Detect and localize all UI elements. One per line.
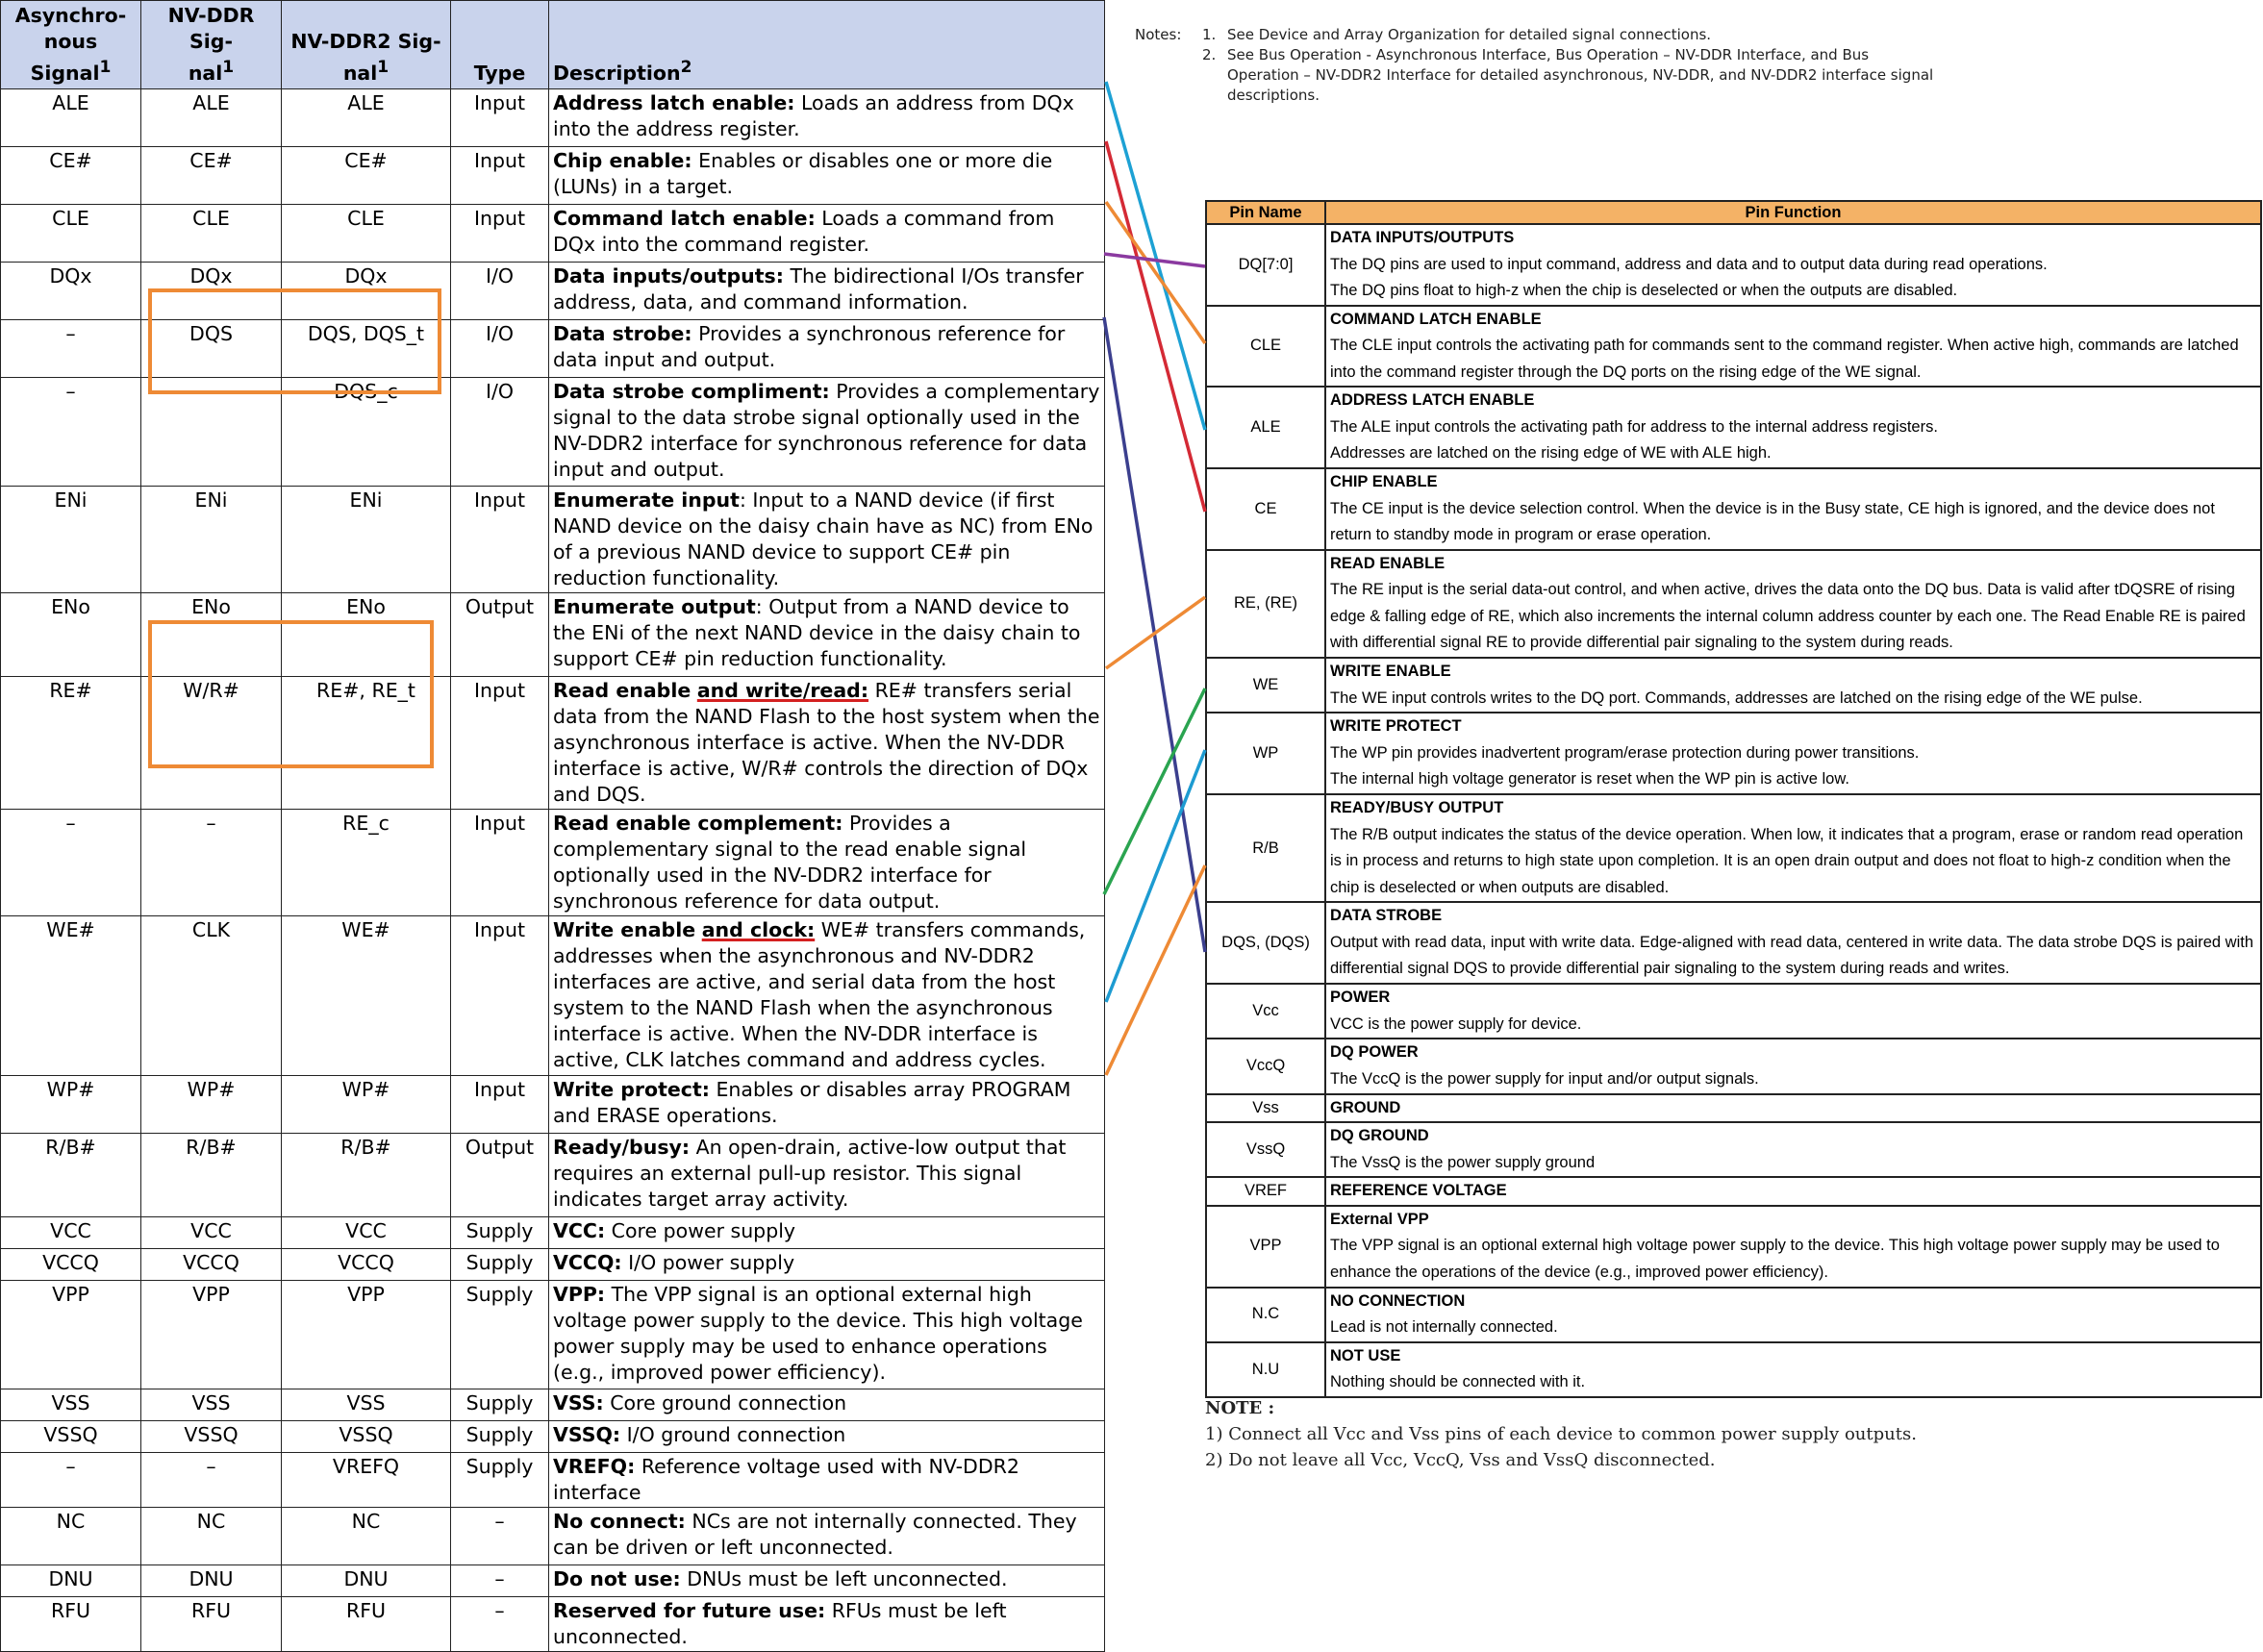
table-row: [1, 88, 1105, 146]
cell-nvddr2: ENi: [282, 486, 451, 592]
pin-ale-name: ALE: [1206, 387, 1325, 468]
cell-type: Supply: [451, 1420, 549, 1452]
cell-type: Input: [451, 676, 549, 809]
cell-nvddr2: RE_c: [282, 809, 451, 915]
note-text: See Bus Operation - Asynchronous Interface, Bus Operation – NV-DDR Interface, and Bus Operation – NV-DDR2 Interface for detailed asynchronous, NV-DDR, and NV-DDR2 interface signal descriptions.: [1227, 46, 1934, 104]
pin-vssq-function: [1325, 1122, 2261, 1177]
table-row: [1, 486, 1105, 592]
pin-function-title: READY/BUSY OUTPUT: [1330, 799, 1504, 817]
desc-text: : Output from a NAND device to the ENi of the next NAND device in the daisy chain to support CE# pin reduction functionality.: [553, 594, 1081, 670]
connector-wp: [1106, 750, 1205, 1002]
note-item: [1202, 45, 1943, 106]
desc-title: VSSQ:: [553, 1422, 621, 1446]
desc-title: VPP:: [553, 1282, 606, 1306]
table-row: [1, 1133, 1105, 1216]
signal-table-header-row: [1, 1, 1105, 89]
pin-table-row: [1206, 658, 2261, 713]
cell-async: VPP: [1, 1280, 141, 1389]
pin-ce-function: [1325, 468, 2261, 550]
connector-re: [1106, 597, 1205, 668]
cell-async: VCCQ: [1, 1248, 141, 1280]
cell-type: Input: [451, 204, 549, 262]
cell-nvddr2: WE#: [282, 915, 451, 1075]
cell-description: [549, 676, 1105, 809]
cell-nvddr: VSSQ: [141, 1420, 282, 1452]
cell-description: [549, 1216, 1105, 1248]
cell-description: [549, 1596, 1105, 1651]
pin-function-line: The WE input controls writes to the DQ port. Commands, addresses are latched on the rising edge of the WE pulse.: [1330, 688, 2143, 707]
cell-type: Supply: [451, 1452, 549, 1507]
cell-async: VSS: [1, 1389, 141, 1420]
table-row: [1, 204, 1105, 262]
pin-dq-name: DQ[7:0]: [1206, 224, 1325, 306]
cell-type: Input: [451, 146, 549, 204]
desc-text: : Input to a NAND device (if first NAND device on the daisy chain have as NC) from ENo of a previous NAND device to support CE# pin reduction functionality.: [553, 488, 1094, 589]
cell-nvddr: DQS: [141, 319, 282, 377]
cell-description: [549, 204, 1105, 262]
cell-type: I/O: [451, 319, 549, 377]
cell-async: CE#: [1, 146, 141, 204]
cell-nvddr: CLK: [141, 915, 282, 1075]
header-description: Description$^2$: [549, 1, 1105, 89]
pin-function-title: NO CONNECTION: [1330, 1291, 1466, 1310]
pin-vcc-name: Vcc: [1206, 984, 1325, 1039]
note-block: [1205, 1395, 2071, 1473]
pin-ale-function: [1325, 387, 2261, 468]
pin-function-line: VCC is the power supply for device.: [1330, 1014, 1582, 1033]
cell-type: Supply: [451, 1216, 549, 1248]
header-pin-name: Pin Name: [1206, 201, 1325, 224]
desc-title: Data strobe compliment:: [553, 379, 830, 403]
cell-description: [549, 1280, 1105, 1389]
cell-nvddr2: ENo: [282, 592, 451, 676]
cell-nvddr: DNU: [141, 1564, 282, 1596]
cell-description: [549, 1420, 1105, 1452]
pin-function-line: The VPP signal is an optional external high voltage power supply to the device. This high voltage power supply may be used to enhance the operations of the device (e.g., improved power efficiency).: [1330, 1237, 2220, 1281]
pin-vpp-function: [1325, 1206, 2261, 1288]
cell-type: Input: [451, 915, 549, 1075]
desc-text: Core ground connection: [603, 1390, 847, 1414]
pin-function-table: [1205, 200, 2262, 1398]
cell-async: DQx: [1, 262, 141, 319]
cell-nvddr2: VREFQ: [282, 1452, 451, 1507]
pin-function-title: COMMAND LATCH ENABLE: [1330, 310, 1542, 328]
pin-function-title: REFERENCE VOLTAGE: [1330, 1182, 1507, 1200]
table-row: [1, 1452, 1105, 1507]
desc-title: Read enable complement:: [553, 811, 843, 835]
cell-nvddr: –: [141, 377, 282, 486]
pin-table-row: [1206, 1094, 2261, 1123]
pin-table-row: [1206, 468, 2261, 550]
cell-async: CLE: [1, 204, 141, 262]
cell-description: [549, 1389, 1105, 1420]
pin-rb-function: [1325, 794, 2261, 902]
cell-async: NC: [1, 1507, 141, 1564]
table-row: [1, 1075, 1105, 1133]
cell-nvddr: –: [141, 1452, 282, 1507]
pin-function-line: Addresses are latched on the rising edge of WE with ALE high.: [1330, 444, 1772, 463]
pin-table-row: [1206, 1177, 2261, 1206]
cell-nvddr: VPP: [141, 1280, 282, 1389]
cell-nvddr2: CE#: [282, 146, 451, 204]
cell-nvddr: VSS: [141, 1389, 282, 1420]
pin-table-row: [1206, 1342, 2261, 1397]
cell-nvddr2: R/B#: [282, 1133, 451, 1216]
cell-nvddr: RFU: [141, 1596, 282, 1651]
cell-description: [549, 1248, 1105, 1280]
pin-function-title: GROUND: [1330, 1098, 1401, 1116]
pin-table-row: [1206, 1039, 2261, 1093]
connector-dq: [1104, 254, 1205, 266]
cell-nvddr: WP#: [141, 1075, 282, 1133]
desc-text: Loads an address from DQx into the address register.: [553, 90, 1074, 140]
cell-nvddr2: VPP: [282, 1280, 451, 1389]
cell-type: Input: [451, 809, 549, 915]
desc-title-underlined: and write/read:: [696, 678, 869, 702]
pin-function-title: DATA INPUTS/OUTPUTS: [1330, 229, 1515, 246]
desc-text: NCs are not internally connected. They can be driven or left unconnected.: [553, 1509, 1077, 1559]
pin-cle-name: CLE: [1206, 306, 1325, 388]
cell-nvddr2: DQS, DQS_t: [282, 319, 451, 377]
cell-description: [549, 592, 1105, 676]
cell-description: [549, 1452, 1105, 1507]
pin-vccq-function: [1325, 1039, 2261, 1093]
pin-vccq-name: VccQ: [1206, 1039, 1325, 1093]
cell-nvddr2: VSS: [282, 1389, 451, 1420]
pin-vcc-function: [1325, 984, 2261, 1039]
pin-vpp-name: VPP: [1206, 1206, 1325, 1288]
pin-cle-function: [1325, 306, 2261, 388]
cell-async: DNU: [1, 1564, 141, 1596]
note-line: 2) Do not leave all Vcc, VccQ, Vss and VssQ disconnected.: [1205, 1450, 1716, 1470]
cell-nvddr2: ALE: [282, 88, 451, 146]
desc-title: Do not use:: [553, 1566, 681, 1590]
desc-text: Enables or disables one or more die (LUNs) in a target.: [553, 148, 1053, 198]
pin-function-line: The VccQ is the power supply for input and/or output signals.: [1330, 1069, 1759, 1088]
desc-title: Reserved for future use:: [553, 1598, 826, 1622]
cell-description: [549, 319, 1105, 377]
pin-ce-name: CE: [1206, 468, 1325, 550]
header-nvddr-signal: NV-DDR Sig- nal$^1$: [141, 1, 282, 89]
cell-description: [549, 915, 1105, 1075]
pin-table-row: [1206, 387, 2261, 468]
desc-text: Provides a synchronous reference for data input and output.: [553, 321, 1066, 371]
table-row: [1, 1248, 1105, 1280]
desc-title: VCCQ:: [553, 1250, 622, 1274]
desc-text: Provides a complementary signal to the data strobe signal optionally used in the NV-DDR2 interface for synchronous reference for data input and output.: [553, 379, 1100, 481]
desc-title: Data strobe:: [553, 321, 692, 345]
note-number: 1.: [1202, 26, 1217, 43]
connector-rb: [1106, 865, 1205, 1075]
pin-function-line: Output with read data, input with write data. Edge-aligned with read data, centered in write data. The data strobe DQS is paired with differential signal DQS to provide differential pair signaling to the system during reads and writes.: [1330, 933, 2253, 978]
pin-table-row: [1206, 713, 2261, 794]
connector-dqs: [1104, 317, 1205, 952]
desc-title: VREFQ:: [553, 1454, 636, 1478]
connector-ce: [1106, 141, 1205, 512]
cell-async: –: [1, 1452, 141, 1507]
pin-function-title: DATA STROBE: [1330, 907, 1443, 925]
cell-nvddr2: VCCQ: [282, 1248, 451, 1280]
desc-title: Read enable: [553, 678, 691, 702]
table-row: [1, 262, 1105, 319]
cell-nvddr: CLE: [141, 204, 282, 262]
cell-nvddr2: RFU: [282, 1596, 451, 1651]
cell-description: [549, 1075, 1105, 1133]
cell-description: [549, 1133, 1105, 1216]
table-row: [1, 1280, 1105, 1389]
pin-vssq-name: VssQ: [1206, 1122, 1325, 1177]
cell-type: Input: [451, 486, 549, 592]
desc-text: RE# transfers serial data from the NAND Flash to the host system when the asynchronous interface is active. When the NV-DDR interface is active, W/R# controls the direction of DQx and DQS.: [553, 678, 1100, 806]
cell-type: I/O: [451, 377, 549, 486]
pin-function-line: The internal high voltage generator is reset when the WP pin is active low.: [1330, 770, 1849, 788]
pin-function-title: External VPP: [1330, 1210, 1429, 1228]
table-row: [1, 1420, 1105, 1452]
desc-text: DNUs must be left unconnected.: [680, 1566, 1008, 1590]
header-async-signal: Asynchro- nous Signal$^1$: [1, 1, 141, 89]
cell-nvddr2: DQx: [282, 262, 451, 319]
desc-text: RFUs must be left unconnected.: [553, 1598, 1007, 1648]
cell-nvddr: ENo: [141, 592, 282, 676]
table-row: [1, 319, 1105, 377]
desc-title: VSS:: [553, 1390, 604, 1414]
cell-type: Supply: [451, 1248, 549, 1280]
pin-function-title: NOT USE: [1330, 1346, 1401, 1364]
table-row: [1, 1507, 1105, 1564]
desc-text: The VPP signal is an optional external high voltage power supply to the device. This high voltage power supply may be used to enhance operations (e.g., improved power efficiency).: [553, 1282, 1083, 1384]
pin-rb-name: R/B: [1206, 794, 1325, 902]
cell-nvddr2: CLE: [282, 204, 451, 262]
pin-function-title: POWER: [1330, 989, 1391, 1007]
note-item: [1202, 25, 1943, 45]
pin-function-line: The VssQ is the power supply ground: [1330, 1153, 1596, 1171]
cell-nvddr: NC: [141, 1507, 282, 1564]
cell-description: [549, 146, 1105, 204]
pin-function-title: WRITE PROTECT: [1330, 717, 1462, 736]
table-row: [1, 1389, 1105, 1420]
pin-we-name: WE: [1206, 658, 1325, 713]
pin-table-row: [1206, 1122, 2261, 1177]
cell-nvddr: ALE: [141, 88, 282, 146]
desc-text: I/O ground connection: [620, 1422, 846, 1446]
cell-nvddr: VCC: [141, 1216, 282, 1248]
desc-title: Enumerate input: [553, 488, 740, 512]
pin-function-line: The RE input is the serial data-out control, and when active, drives the data onto the DQ bus. Data is valid after tDQSRE of rising edge & falling edge of RE, which also increments the internal column address counter by each one. The Read Enable RE is paired with differential signal RE to provide differential pair signaling to the system during reads.: [1330, 581, 2246, 652]
pin-function-line: Lead is not internally connected.: [1330, 1318, 1558, 1337]
pin-function-title: READ ENABLE: [1330, 554, 1446, 572]
desc-title: Chip enable:: [553, 148, 692, 172]
cell-nvddr2: VSSQ: [282, 1420, 451, 1452]
desc-text: I/O power supply: [621, 1250, 795, 1274]
pin-function-title: DQ POWER: [1330, 1043, 1419, 1062]
cell-description: [549, 1564, 1105, 1596]
signal-table: [0, 0, 1105, 1652]
pin-vref-name: VREF: [1206, 1177, 1325, 1206]
pin-re-name: RE, (RE): [1206, 550, 1325, 658]
desc-title: No connect:: [553, 1509, 686, 1533]
cell-nvddr2: VCC: [282, 1216, 451, 1248]
cell-async: ALE: [1, 88, 141, 146]
pin-vss-function: [1325, 1094, 2261, 1123]
desc-title: VCC:: [553, 1218, 606, 1242]
header-nvddr2-signal: NV-DDR2 Sig- nal$^1$: [282, 1, 451, 89]
header-pin-function: Pin Function: [1325, 201, 2261, 224]
desc-text: Loads a command from DQx into the command register.: [553, 206, 1055, 256]
cell-description: [549, 262, 1105, 319]
table-row: [1, 1564, 1105, 1596]
desc-title: Write protect:: [553, 1077, 710, 1101]
pin-vref-function: [1325, 1177, 2261, 1206]
cell-description: [549, 1507, 1105, 1564]
cell-type: –: [451, 1507, 549, 1564]
cell-type: Supply: [451, 1389, 549, 1420]
pin-function-title: CHIP ENABLE: [1330, 473, 1438, 491]
pin-function-title: DQ GROUND: [1330, 1127, 1429, 1145]
pin-nu-name: N.U: [1206, 1342, 1325, 1397]
desc-text: An open-drain, active-low output that requires an external pull-up resistor. This signal indicates target array activity.: [553, 1135, 1067, 1211]
cell-type: Supply: [451, 1280, 549, 1389]
cell-nvddr2: DQS_c: [282, 377, 451, 486]
cell-async: WE#: [1, 915, 141, 1075]
pin-table-row: [1206, 306, 2261, 388]
cell-type: –: [451, 1564, 549, 1596]
pin-dqs-function: [1325, 902, 2261, 984]
pin-table-row: [1206, 1206, 2261, 1288]
desc-text: Core power supply: [605, 1218, 796, 1242]
cell-type: Output: [451, 1133, 549, 1216]
pin-we-function: [1325, 658, 2261, 713]
pin-nc-function: [1325, 1288, 2261, 1342]
pin-table-row: [1206, 550, 2261, 658]
cell-async: ENi: [1, 486, 141, 592]
cell-async: –: [1, 377, 141, 486]
table-row: [1, 1596, 1105, 1651]
cell-nvddr2: RE#, RE_t: [282, 676, 451, 809]
cell-async: RFU: [1, 1596, 141, 1651]
cell-type: Input: [451, 88, 549, 146]
cell-async: –: [1, 319, 141, 377]
table-row: [1, 592, 1105, 676]
pin-nu-function: [1325, 1342, 2261, 1397]
pin-nc-name: N.C: [1206, 1288, 1325, 1342]
cell-description: [549, 809, 1105, 915]
notes-block: [1135, 25, 1943, 106]
cell-description: [549, 486, 1105, 592]
desc-text: WE# transfers commands, addresses when the asynchronous and NV-DDR2 interfaces are active, and serial data from the host system to the NAND Flash when the asynchronous interface is active. When the NV-DDR interface is active, CLK latches command and address cycles.: [553, 917, 1086, 1071]
pin-function-line: The CLE input controls the activating path for commands sent to the command register. When active high, commands are latched into the command register through the DQ ports on the rising edge of the WE signal.: [1330, 337, 2239, 381]
desc-title: Address latch enable:: [553, 90, 795, 114]
cell-nvddr: R/B#: [141, 1133, 282, 1216]
table-row: [1, 915, 1105, 1075]
desc-title: Ready/busy:: [553, 1135, 691, 1159]
note-number: 2.: [1202, 46, 1217, 63]
cell-async: R/B#: [1, 1133, 141, 1216]
cell-nvddr2: WP#: [282, 1075, 451, 1133]
pin-function-line: The R/B output indicates the status of the device operation. When low, it indicates that a program, erase or random read operation is in process and returns to high state upon completion. It is an open drain output and does not float to high-z condition when the chip is deselected or when outputs are disabled.: [1330, 825, 2244, 896]
cell-async: RE#: [1, 676, 141, 809]
pin-wp-name: WP: [1206, 713, 1325, 794]
pin-function-line: The CE input is the device selection control. When the device is in the Busy state, CE high is ignored, and the device does not return to standby mode in program or erase operation.: [1330, 499, 2215, 544]
pin-table-header-row: [1206, 201, 2261, 224]
header-type: Type: [451, 1, 549, 89]
pin-table-row: [1206, 984, 2261, 1039]
cell-nvddr: DQx: [141, 262, 282, 319]
connector-we: [1104, 688, 1205, 894]
desc-text: Reference voltage used with NV-DDR2 interface: [553, 1454, 1019, 1504]
cell-nvddr: ENi: [141, 486, 282, 592]
pin-re-function: [1325, 550, 2261, 658]
pin-function-line: The ALE input controls the activating path for address to the internal address registers.: [1330, 417, 1938, 436]
cell-async: VSSQ: [1, 1420, 141, 1452]
desc-title: Write enable: [553, 917, 696, 941]
note-heading: NOTE :: [1205, 1398, 1275, 1418]
cell-description: [549, 88, 1105, 146]
pin-dq-function: [1325, 224, 2261, 306]
cell-description: [549, 377, 1105, 486]
notes-label: Notes:: [1135, 26, 1182, 43]
pin-table-row: [1206, 224, 2261, 306]
desc-text: The bidirectional I/Os transfer address, data, and command information.: [553, 263, 1084, 313]
desc-title: Data inputs/outputs:: [553, 263, 784, 288]
desc-title: Command latch enable:: [553, 206, 816, 230]
pin-function-title: ADDRESS LATCH ENABLE: [1330, 391, 1535, 410]
cell-async: –: [1, 809, 141, 915]
pin-function-line: The DQ pins float to high-z when the chip is deselected or when the outputs are disabled.: [1330, 282, 1958, 299]
cell-nvddr: –: [141, 809, 282, 915]
cell-nvddr: W/R#: [141, 676, 282, 809]
pin-function-line: Nothing should be connected with it.: [1330, 1373, 1586, 1391]
cell-async: WP#: [1, 1075, 141, 1133]
pin-table-row: [1206, 794, 2261, 902]
desc-title: Enumerate output: [553, 594, 756, 618]
cell-type: I/O: [451, 262, 549, 319]
cell-type: –: [451, 1596, 549, 1651]
table-row: [1, 146, 1105, 204]
table-row: [1, 809, 1105, 915]
note-text: See Device and Array Organization for detailed signal connections.: [1227, 26, 1712, 43]
pin-function-title: WRITE ENABLE: [1330, 663, 1451, 681]
cell-async: ENo: [1, 592, 141, 676]
pin-vss-name: Vss: [1206, 1094, 1325, 1123]
desc-text: Enables or disables array PROGRAM and ERASE operations.: [553, 1077, 1071, 1127]
note-line: 1) Connect all Vcc and Vss pins of each device to common power supply outputs.: [1205, 1424, 1917, 1444]
pin-table-row: [1206, 902, 2261, 984]
desc-text: Provides a complementary signal to the read enable signal optionally used in the NV-DDR2 interface for synchronous reference for data output.: [553, 811, 1027, 913]
pin-table-row: [1206, 1288, 2261, 1342]
table-row: [1, 1216, 1105, 1248]
table-row: [1, 377, 1105, 486]
cell-async: VCC: [1, 1216, 141, 1248]
table-row: [1, 676, 1105, 809]
connector-cle: [1106, 202, 1205, 343]
cell-type: Output: [451, 592, 549, 676]
connector-ale: [1106, 82, 1205, 430]
pin-dqs-name: DQS, (DQS): [1206, 902, 1325, 984]
cell-nvddr2: DNU: [282, 1564, 451, 1596]
desc-title-underlined: and clock:: [701, 917, 816, 941]
cell-nvddr: VCCQ: [141, 1248, 282, 1280]
pin-function-line: The WP pin provides inadvertent program/erase protection during power transitions.: [1330, 743, 1920, 762]
cell-nvddr2: NC: [282, 1507, 451, 1564]
cell-nvddr: CE#: [141, 146, 282, 204]
cell-type: Input: [451, 1075, 549, 1133]
pin-function-line: The DQ pins are used to input command, address and data and to output data during read operations.: [1330, 255, 2048, 273]
pin-wp-function: [1325, 713, 2261, 794]
